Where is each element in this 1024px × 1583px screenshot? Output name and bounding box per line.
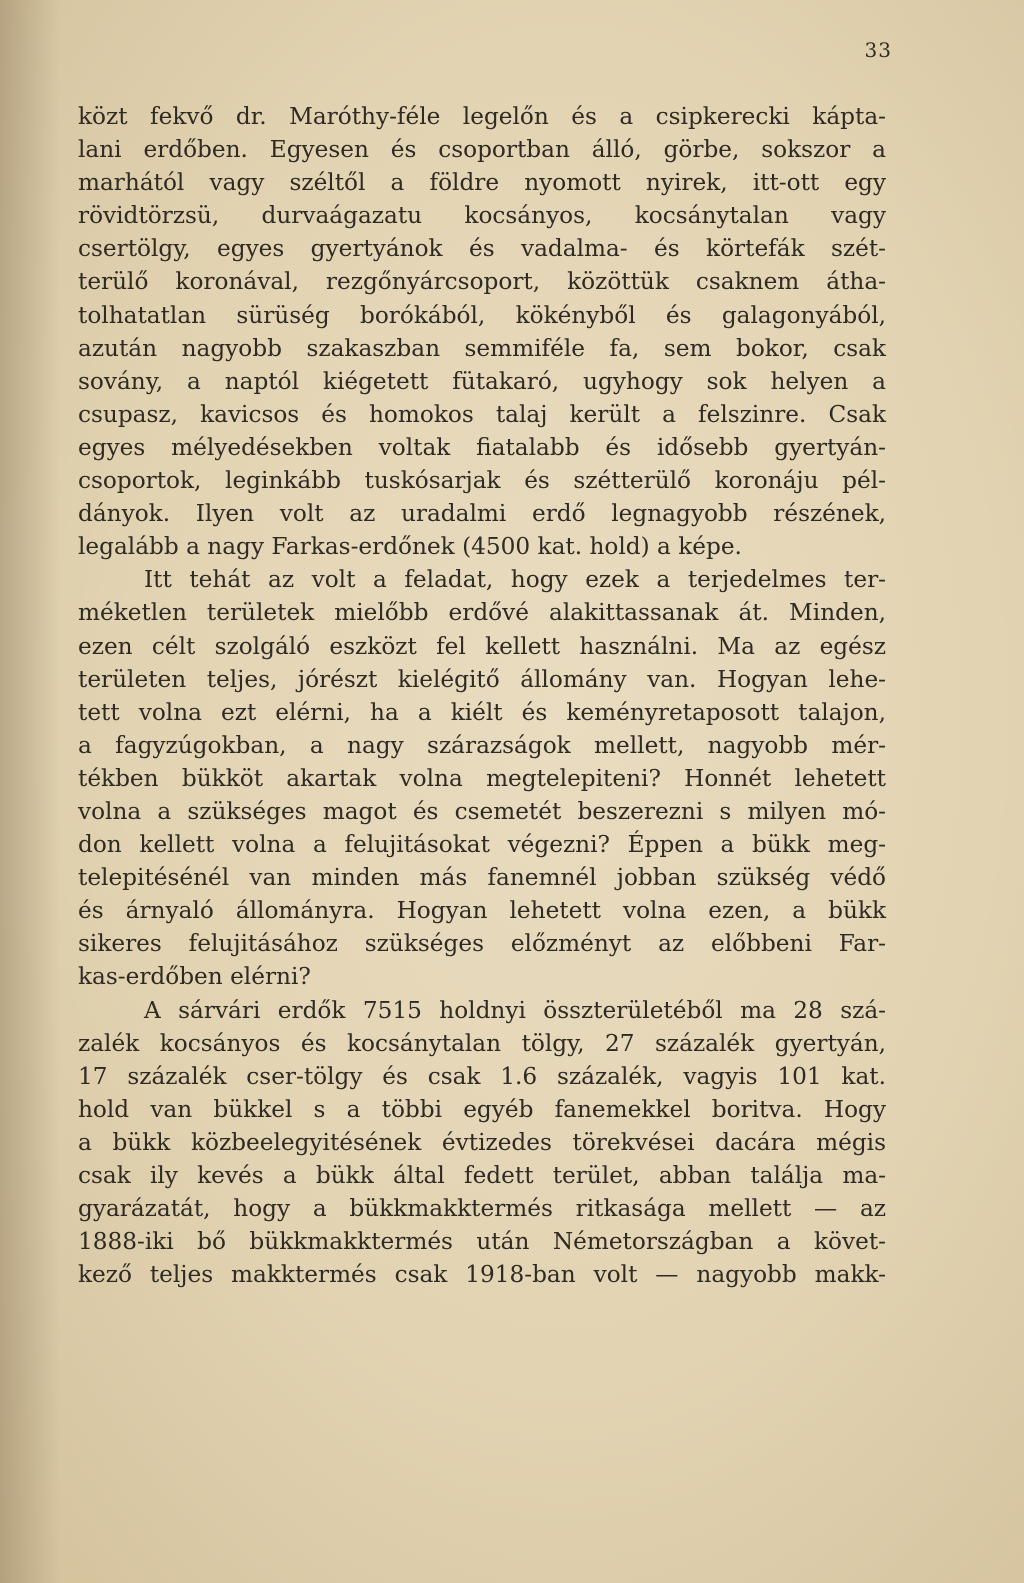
text-line: a fagyzúgokban, a nagy szárazságok mellett, nagyobb mér- [78, 731, 886, 759]
text-line: volna a szükséges magot és csemetét beszerezni s milyen mó- [78, 797, 886, 825]
text-line: legalább a nagy Farkas-erdőnek (4500 kat. hold) a képe. [78, 533, 742, 561]
text-line: tolhatatlan sürüség borókából, kökényből és galagonyából, [78, 301, 886, 329]
text-line: méketlen területek mielőbb erdővé alakittassanak át. Minden, [78, 599, 886, 627]
text-line: sovány, a naptól kiégetett fütakaró, ugyhogy sok helyen a [78, 367, 886, 395]
text-line: csoportok, leginkább tuskósarjak és szétterülő koronáju pél- [78, 467, 886, 495]
text-line: Itt tehát az volt a feladat, hogy ezek a terjedelmes ter- [144, 566, 886, 594]
text-line: marhától vagy széltől a földre nyomott nyirek, itt-ott egy [78, 169, 886, 197]
text-line: 1888-iki bő bükkmakktermés után Németországban a követ- [78, 1228, 886, 1256]
text-line: azután nagyobb szakaszban semmiféle fa, sem bokor, csak [78, 334, 886, 362]
text-line: ezen célt szolgáló eszközt fel kellett használni. Ma az egész [78, 632, 886, 660]
text-line: a bükk közbeelegyitésének évtizedes törekvései dacára mégis [78, 1128, 886, 1156]
text-line: zalék kocsányos és kocsánytalan tölgy, 27 százalék gyertyán, [78, 1029, 886, 1057]
text-line: közt fekvő dr. Maróthy-féle legelőn és a csipkerecki kápta- [78, 103, 886, 130]
text-line: területen teljes, jórészt kielégitő állomány van. Hogyan lehe- [78, 665, 886, 693]
page-number: 33 [864, 38, 892, 62]
text-line: csertölgy, egyes gyertyánok és vadalma- és körtefák szét- [78, 235, 886, 263]
text-line: hold van bükkel s a többi egyéb fanemekkel boritva. Hogy [78, 1095, 886, 1123]
text-line: kező teljes makktermés csak 1918-ban volt — nagyobb makk- [78, 1261, 886, 1289]
text-line: 17 százalék cser-tölgy és csak 1.6 százalék, vagyis 101 kat. [78, 1062, 886, 1090]
text-line: csupasz, kavicsos és homokos talaj került a felszinre. Csak [78, 400, 886, 428]
text-line: lani erdőben. Egyesen és csoportban álló, görbe, sokszor a [78, 136, 886, 164]
text-line: tett volna ezt elérni, ha a kiélt és keményretaposott talajon, [78, 698, 886, 726]
text-line: tékben bükköt akartak volna megtelepiteni? Honnét lehetett [78, 764, 886, 792]
text-line: egyes mélyedésekben voltak fiatalabb és idősebb gyertyán- [78, 433, 886, 461]
text-line: don kellett volna a felujitásokat végezni? Éppen a bükk meg- [78, 831, 886, 859]
text-line: csak ily kevés a bükk által fedett terület, abban találja ma- [78, 1162, 886, 1189]
text-line: rövidtörzsü, durvaágazatu kocsányos, kocsánytalan vagy [78, 202, 886, 230]
text-line: terülő koronával, rezgőnyárcsoport, közöttük csaknem átha- [78, 268, 886, 296]
text-line: és árnyaló állományra. Hogyan lehetett volna ezen, a bükk [78, 897, 886, 925]
text-line: gyarázatát, hogy a bükkmakktermés ritkasága mellett — az [78, 1195, 886, 1223]
text-line: A sárvári erdők 7515 holdnyi összterületéből ma 28 szá- [144, 996, 886, 1024]
body-text [78, 100, 886, 1291]
text-line: telepitésénél van minden más fanemnél jobban szükség védő [78, 864, 886, 892]
text-line: sikeres felujitásához szükséges előzményt az előbbeni Far- [78, 930, 886, 958]
text-line: dányok. Ilyen volt az uradalmi erdő legnagyobb részének, [78, 500, 886, 528]
text-line: kas-erdőben elérni? [78, 963, 311, 991]
